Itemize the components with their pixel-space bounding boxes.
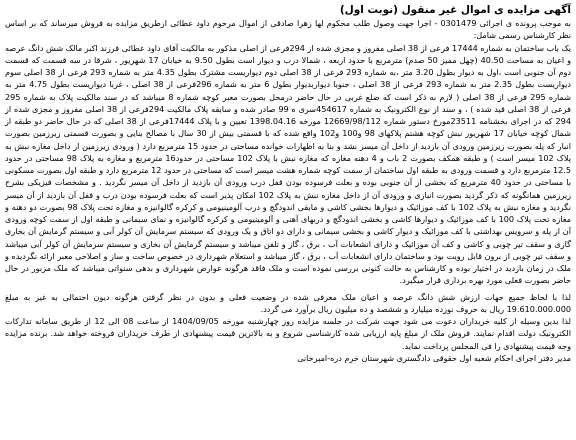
valuation-paragraph: لذا با لحاظ جمیع جهات ارزش شش دانگ عرصه و اعیان ملک معرفی شده در وضعیت فعلی و بدون در نظر گرفتن هرگونه دیون احتمالی به غیر به مبلغ 19.610.000.000 ریال به حروف نوزده میلیارد و ششصد و ده میلیون ریال برآورد می گردد. — [5, 291, 571, 314]
notice-intro-paragraph: به موجب پرونده ی اجرائی 0301479 - اجرا جهت وصول طلب محکوم لها زهرا صادقی از اموال مرحوم داود عطائی ازطریق مزایده به فروش میرساند که بر اساس نظر کارشناس رسمی شامل: — [5, 18, 572, 41]
notice-title: آگهی مزایده ی اموال غیر منقول (نوبت اول) — [339, 4, 571, 16]
auction-invitation-paragraph: لذا بدین وسیله از کلیه خریداران دعوت می شود جهت شرکت در جلسه مزایده روز چهارشنبه مورخه 1404/09/05 از ساعت 08 الی 12 از طریق سامانه تدارکات الکترونیک دولت اقدام نمایند. فروش ملک از مبلغ پایه ارزیابی شده کارشناسی شروع و به بالاترین قیمت پیشنهادی از طرف خریداران فروخته خواهد شد. برنده مزایده وجه قیمت پیشنهادی را فی المجلس پرداخت نماید. — [5, 316, 572, 351]
property-description-paragraph: یک باب ساختمان به شماره 17444 فرعی از 38 اصلی مفروز و مجزی شده از 294فرعی از اصلی مذکور به مالکیت آقای داود عطائی فرزند اکبر مالک شش دانگ عرصه و اعیان به مساحت 40.50 (چهل ممیز 50 صدم) مترمربع با حدود اربعه ، شمالا درب و دیوار است بطول 9.50 به خیابان 17 شهریور ، شرقا در سه قسمت که قسمت دوم آن جنوبی است ،اول به دیوار بطول 3.20 متر ،به شماره 293 فرعی از 38 اصلی دوم دیواریست مشترک بطول 4.35 متر به شماره 293 فرعی از 38 اصلی سوم دیواریست بطول 2.35 متر به شماره 293 فرعی از 38 اصلی ، جنوبا دیواربدیوار بطول 6 متر به شماره 296فرعی از 38 اصلی ، غربا دیواریست بطول 4.75 متر به شماره 295 فرعی از 38 اصلی ( لازم به ذکر است که ضلع غربی در حال حاضر درمحل بصورت معبر کوچه شماره 8 میباشد که در سند مالکیت پلاک به شماره 295 فرعی از 38 اصلی قید شده ) ، و سند از نوع الکترونیک به شماره 454617سری ه 99 صادر شده و سابقه پلاک مالکیت 294فرعی از 38 اصلی مفروز و مجزی شده از 294 که در اجرای بخشنامه 23511مورخ دستور شماره 12669/98/112 مورخه 1398.04.16 تعیین و با پلاک 17444فرعی از 38 اصلی که در حال حاضر دو طبقه از شمال کوچه خیابان 17 شهریور نبش کوچه هشتم پلاکهای 98 و100 و102 واقع شده که با قسمتی بیش از 30 سال با مصالح بنایی و بصورت قسمتی زیرزمین بصورت انبار که پله بصورت زیرزمین ورودی آن بازدید از داخل آن میسر نشد و بنا به اظهارات خوانده مساحتی در حدود 15 مترمربع دارد ( ورودی زیرزمین از داخل مغازه نبش به پلاک 102 میسر است ) و طبقه همکف بصورت 2 باب و 4 دهنه مغازه که مغازه نبش با پلاک 102 مساحتی در حدود16 مترمربع و مغازه به پلاک 98 مساحتی در حدود 12.5 مترمربع دارد و قسمت ورودی به طبقه اول ساختمان از سمت کوچه شماره هشت میسر است که مساحتی در حدود 12 مترمربع دارد و طبقه اول بصورت مسکونی با مساحتی در حدود 40 مترمربع که بخشی از آن جنوبی بوده و بعلت فرسوده بودن قفل درب ورودی آن بازدید از داخل آن میسر نگردید . و مشخصات فیزیکی بشرح زیرزمین همانگونه که ذکر گردید بصورت انباری و ورودی آن از داخل مغازه نبش به پلاک 102 امکان پذیر است که بعلت فرسوده بودن درب و قفل آن بازدید از آن میسر نگردید و مغازه نبش به پلاک 102 با کف موزائیک و دیوارها بخشی کاشی و مابقی اندودگچ و درب آلومینیومی و کرکره گالوانیزه و مغازه تحت پلاک 98 بصورت دو دهنه و مغازه تحت پلاک 100 با کف موزائیک و دیوارها کاشی و بخشی اندودگچ و دربهای آهنی و آلومینیومی و کرکره گالوانیزه و نمای سیمانی و طبقه اول از سمت کوچه ورودی آن از پله و سرویس بهداشتی با کف موزائیک و دیوار کاشی و بخشی سیمانی و دارای دو اتاق و یک ورودی که سیستم سرمایش آن کولر آبی و سیستم گرمایش آن بخاری گازی و سقف تیر چوبی و کاشی و کف آن موزائیک و دارای انشعابات آب ، برق ، گاز و تلفن میباشد و سیستم گرمایش آن بخاری و سیستم سرمایش آن کولر آبی میباشد و سقف تیر چوبی از برون قابل رویت بود و ساختمان دارای انشعابات آب ، برق ، گاز میباشد و استعلام شهرداری در خصوص ساخت و ساز و اصلاحی معبر ارائه نگردیده و ملک در زمان بازدید در اختیار بوده و کارشناس به حالت کنونی بررسی نموده است و ملک فاقد هرگونه عوارض شهرداری و بدهی سنواتی میباشد که ملک مزبور در حال حاضر بصورت فعلی مورد بهره برداری قرار میگیرد. — [5, 42, 572, 286]
auction-notice — [5, 3, 571, 434]
notice-signature: مدیر دفتر اجرای احکام شعبه اول حقوقی دادگستری شهرستان خرم دره-امیرخانی — [297, 352, 571, 363]
